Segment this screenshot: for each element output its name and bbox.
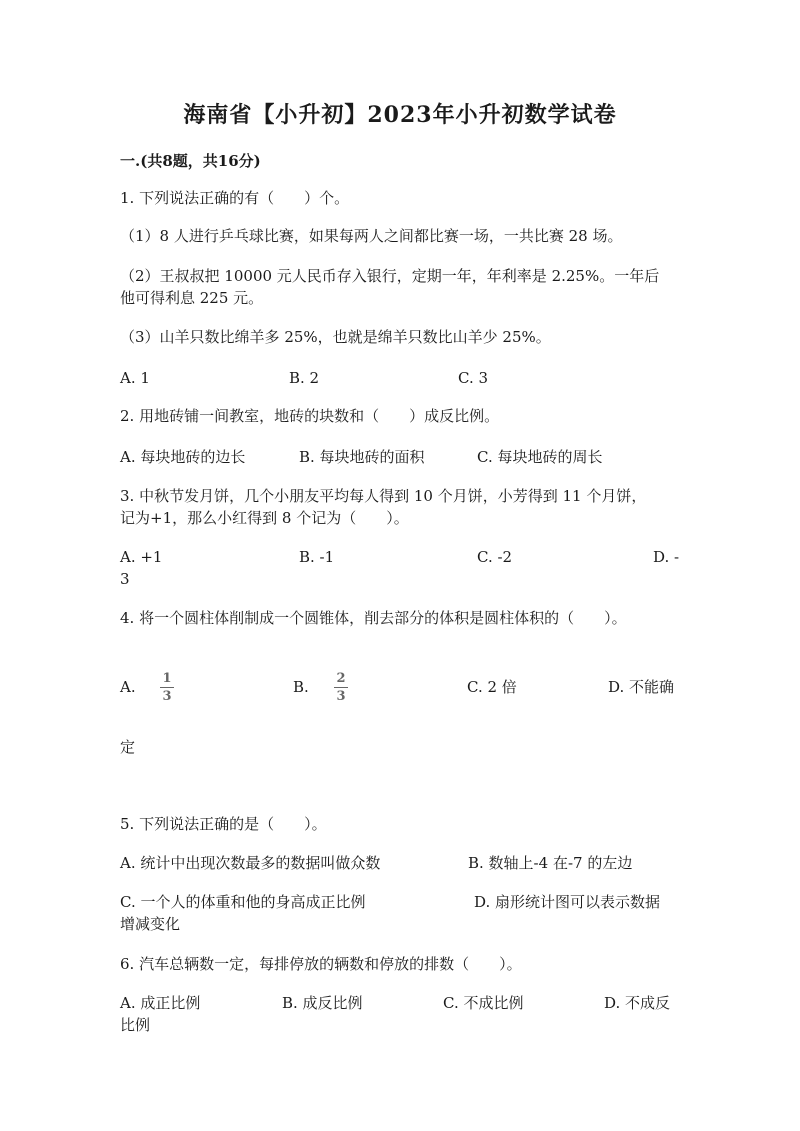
question-6-option-c[interactable]: C. 不成比例 [443, 994, 524, 1012]
question-3-option-a[interactable]: A. +1 [120, 548, 163, 566]
question-1-option-c[interactable]: C. 3 [458, 369, 489, 387]
fraction-numerator: 2 [336, 671, 346, 686]
question-4-stem: 4. 将一个圆柱体削制成一个圆锥体，削去部分的体积是圆柱体积的（ ）。 [120, 609, 627, 627]
question-5-option-c[interactable]: C. 一个人的体重和他的身高成正比例 [120, 893, 366, 911]
question-1-option-a[interactable]: A. 1 [120, 369, 150, 387]
question-3-option-d-cont: 3 [120, 570, 130, 588]
fraction-bar [334, 687, 348, 688]
section-heading: 一.(共8题，共16分) [120, 152, 261, 170]
question-2-option-c[interactable]: C. 每块地砖的周长 [477, 448, 603, 466]
question-6-stem: 6. 汽车总辆数一定，每排停放的辆数和停放的排数（ ）。 [120, 955, 522, 973]
question-2-option-b[interactable]: B. 每块地砖的面积 [299, 448, 425, 466]
question-3-stem-cont: 记为+1，那么小红得到 8 个记为（ ）。 [120, 509, 409, 527]
question-5-option-a[interactable]: A. 统计中出现次数最多的数据叫做众数 [120, 854, 381, 872]
question-1-stem: 1. 下列说法正确的有（ ）个。 [120, 189, 350, 207]
question-1-statement-2: （2）王叔叔把 10000 元人民币存入银行，定期一年，年利率是 2.25%。一年后 [120, 267, 660, 285]
question-3-stem: 3. 中秋节发月饼，几个小朋友平均每人得到 10 个月饼，小芳得到 11 个月饼， [120, 487, 647, 505]
question-6-option-d-cont: 比例 [120, 1016, 151, 1034]
question-2-option-a[interactable]: A. 每块地砖的边长 [120, 448, 246, 466]
question-5-option-b[interactable]: B. 数轴上-4 在-7 的左边 [468, 854, 633, 872]
question-4-option-d[interactable]: D. 不能确 [608, 678, 675, 696]
fraction-numerator: 1 [162, 671, 172, 686]
question-4-option-d-cont: 定 [120, 738, 136, 756]
page-title: 海南省【小升初】2023年小升初数学试卷 [183, 102, 617, 128]
question-6-option-b[interactable]: B. 成反比例 [282, 994, 363, 1012]
fraction-denominator: 3 [336, 689, 346, 704]
question-3-option-c[interactable]: C. -2 [477, 548, 513, 566]
question-4-option-c[interactable]: C. 2 倍 [467, 678, 517, 696]
question-6-option-a[interactable]: A. 成正比例 [120, 994, 201, 1012]
question-5-option-d-cont: 增减变化 [120, 915, 181, 933]
question-4-option-b-fraction [334, 671, 348, 704]
question-2-stem: 2. 用地砖铺一间教室，地砖的块数和（ ）成反比例。 [120, 407, 500, 425]
question-5-option-d[interactable]: D. 扇形统计图可以表示数据 [474, 893, 661, 911]
fraction-bar [160, 687, 174, 688]
question-1-statement-3: （3）山羊只数比绵羊多 25%，也就是绵羊只数比山羊少 25%。 [120, 328, 551, 346]
question-3-option-d[interactable]: D. - [653, 548, 680, 566]
question-4-option-b[interactable]: B. [293, 678, 309, 696]
question-1-statement-2-cont: 他可得利息 225 元。 [120, 289, 264, 307]
question-1-statement-1: （1）8 人进行乒乓球比赛，如果每两人之间都比赛一场，一共比赛 28 场。 [120, 227, 623, 245]
question-5-stem: 5. 下列说法正确的是（ ）。 [120, 815, 327, 833]
question-1-option-b[interactable]: B. 2 [289, 369, 320, 387]
question-6-option-d[interactable]: D. 不成反 [604, 994, 671, 1012]
question-3-option-b[interactable]: B. -1 [299, 548, 335, 566]
fraction-denominator: 3 [162, 689, 172, 704]
question-4-option-a[interactable]: A. [120, 678, 136, 696]
question-4-option-a-fraction [160, 671, 174, 704]
